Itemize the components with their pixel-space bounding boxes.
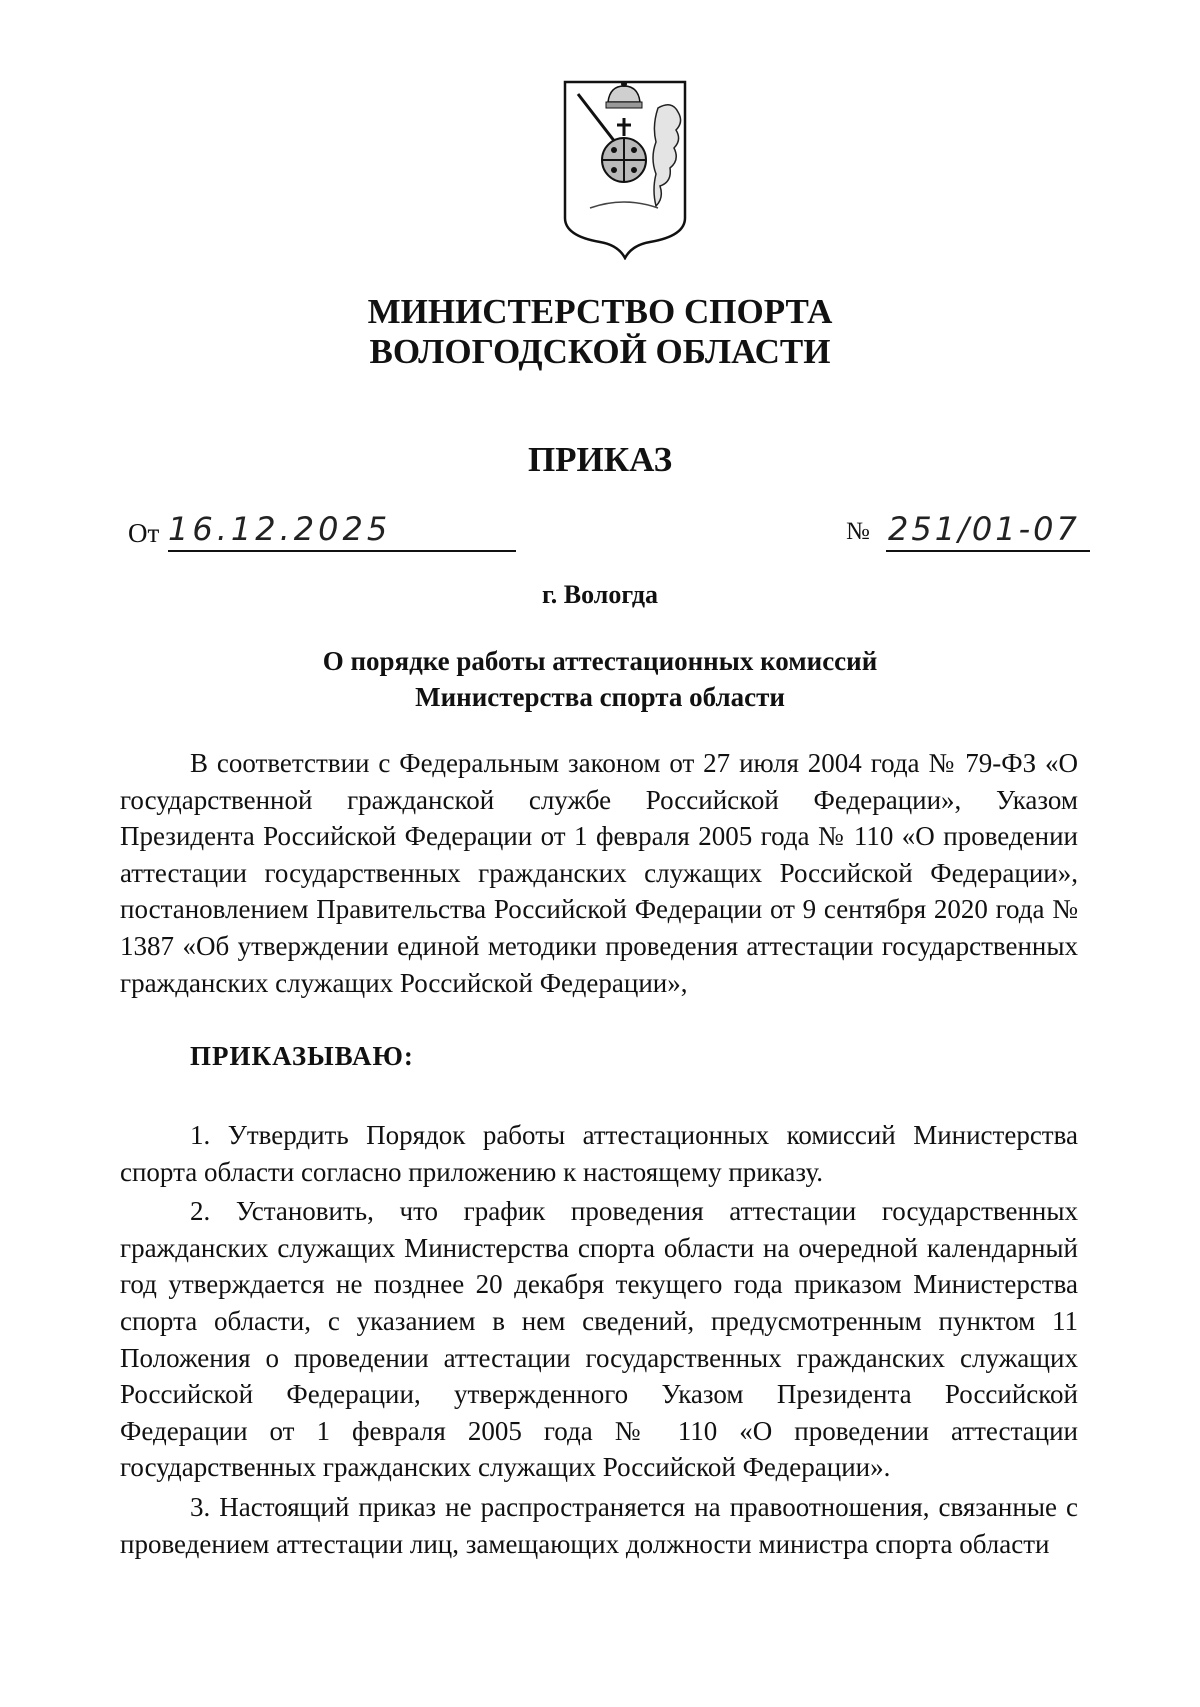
date-underline — [168, 550, 516, 552]
ministry-line-1: МИНИСТЕРСТВО СПОРТА — [367, 292, 833, 331]
order-word: ПРИКАЗЫВАЮ: — [190, 1041, 414, 1071]
subject-heading — [0, 643, 1200, 715]
city: г. Вологда — [541, 580, 659, 609]
coat-of-arms-icon — [560, 78, 690, 260]
date-prefix: От — [128, 518, 160, 548]
order-item-3: 3. Настоящий приказ не распространяется на правоотношения, связанные с проведением аттестации лиц, замещающих должности министра спорта области — [120, 1491, 1078, 1559]
ministry-line-2: ВОЛОГОДСКОЙ ОБЛАСТИ — [369, 332, 831, 371]
number-underline — [886, 550, 1090, 552]
subject-line-2: Министерства спорта области — [415, 682, 785, 712]
handwritten-date: 16.12.2025 — [168, 510, 392, 548]
order-items — [120, 1117, 1078, 1565]
preamble — [120, 745, 1078, 1001]
subject-line-1: О порядке работы аттестационных комиссий — [322, 646, 878, 676]
ministry-name — [0, 292, 1200, 372]
order-item-2: 2. Установить, что график проведения аттестации государственных гражданских служащих Министерства спорта области на очередной календарный год утверждается не позднее 20 декабря текущего года приказом Министерства спорта области, с указанием в нем сведений, предусмотренным пунктом 11 Положения о проведении аттестации государственных гражданских служащих Российской Федерации, утвержденного Указом Президента Российской Федерации от 1 февраля 2005 года № 110 «О проведении аттестации государственных гражданских служащих Российской Федерации». — [120, 1196, 1078, 1483]
number-prefix: № — [846, 518, 870, 545]
document-type: ПРИКАЗ — [527, 440, 673, 479]
date-number-row — [128, 510, 1090, 556]
handwritten-number: 251/01-07 — [888, 510, 1080, 548]
order-item-1: 1. Утвердить Порядок работы аттестационных комиссий Министерства спорта области согласно приложению к настоящему приказу. — [120, 1120, 1078, 1187]
preamble-paragraph: В соответствии с Федеральным законом от 27 июля 2004 года № 79-ФЗ «О государственной гражданской службе Российской Федерации», Указом Президента Российской Федерации от 1 февраля 2005 года № 110 «О проведении аттестации государственных гражданских служащих Российской Федерации», постановлением Правительства Российской Федерации от 9 сентября 2020 года № 1387 «Об утверждении единой методики проведения аттестации государственных гражданских служащих Российской Федерации», — [120, 748, 1078, 998]
